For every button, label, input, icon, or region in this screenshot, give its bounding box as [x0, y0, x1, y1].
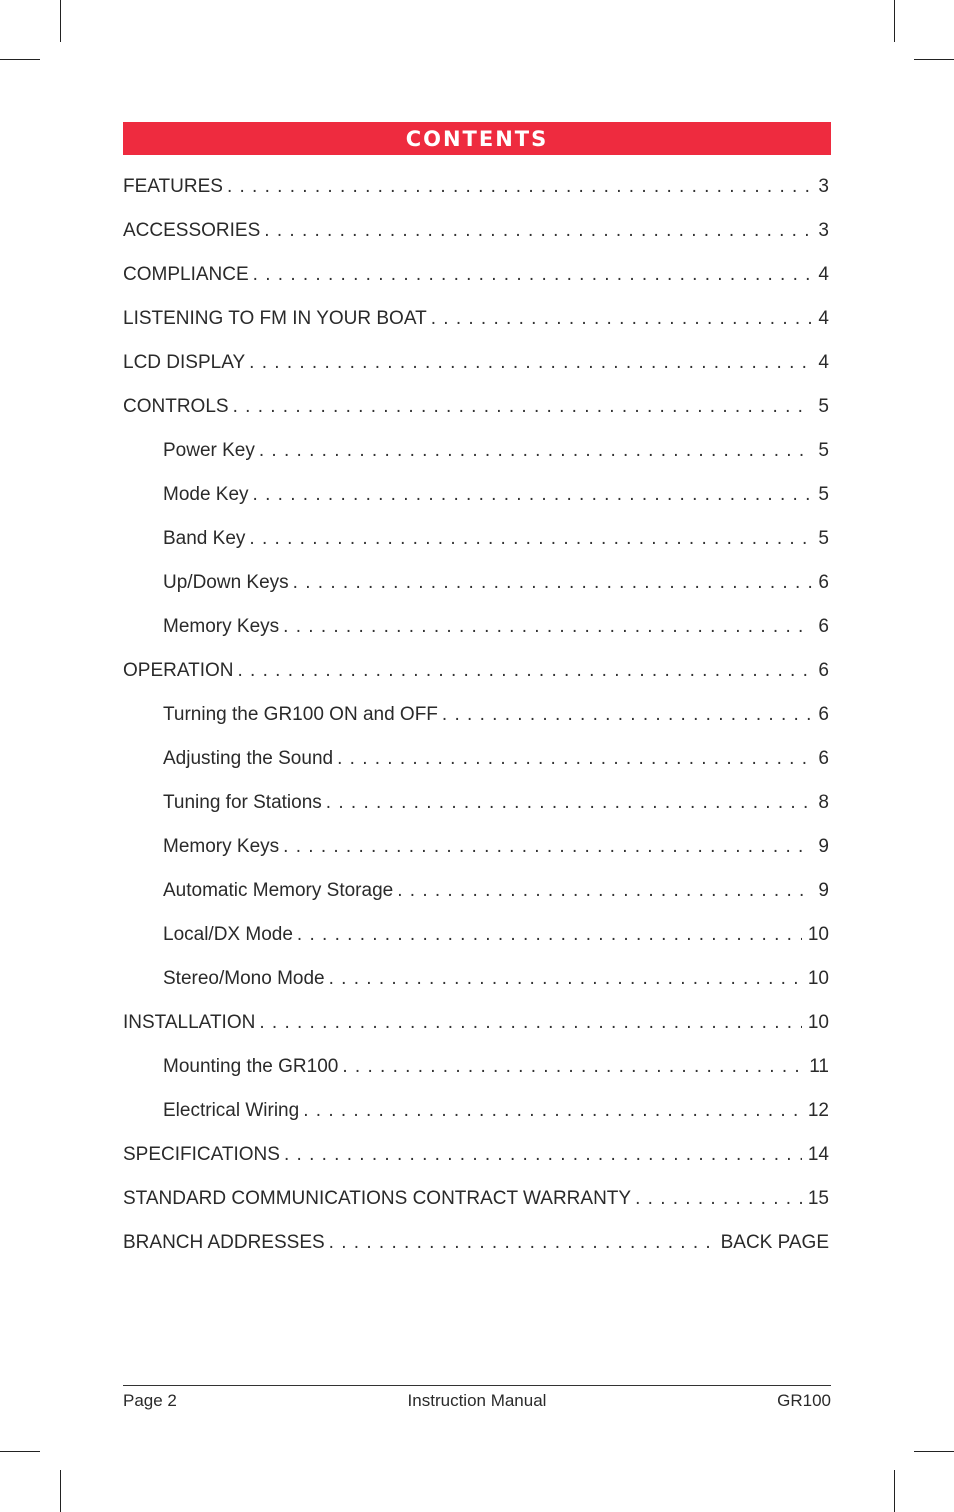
- crop-mark-top-right-horizontal: [914, 59, 954, 60]
- toc-dot-leader: [329, 1221, 715, 1265]
- toc-entry[interactable]: [123, 1045, 829, 1089]
- crop-mark-bottom-left-horizontal: [0, 1451, 40, 1452]
- toc-entry-page: BACK PAGE: [720, 1232, 829, 1253]
- toc-dot-leader: [442, 693, 813, 737]
- toc-entry-page: 3: [818, 220, 829, 241]
- toc-entry[interactable]: [123, 517, 829, 561]
- toc-dot-leader: [253, 253, 813, 297]
- toc-entry-label: BRANCH ADDRESSES: [123, 1232, 325, 1253]
- toc-entry[interactable]: [123, 649, 829, 693]
- toc-entry-page: 6: [818, 572, 829, 593]
- toc-entry-label: Up/Down Keys: [163, 572, 289, 593]
- toc-entry[interactable]: [123, 429, 829, 473]
- toc-dot-leader: [342, 1045, 803, 1089]
- toc-entry-label: OPERATION: [123, 660, 234, 681]
- toc-entry-label: CONTROLS: [123, 396, 229, 417]
- toc-entry-page: 6: [818, 748, 829, 769]
- toc-dot-leader: [326, 781, 813, 825]
- toc-entry-page: 10: [807, 968, 829, 989]
- toc-entry-page: 3: [818, 176, 829, 197]
- toc-dot-leader: [397, 869, 812, 913]
- toc-entry-label: Automatic Memory Storage: [163, 880, 394, 901]
- toc-dot-leader: [233, 385, 813, 429]
- crop-mark-bottom-right-horizontal: [914, 1451, 954, 1452]
- toc-entry-label: STANDARD COMMUNICATIONS CONTRACT WARRANTY: [123, 1188, 632, 1209]
- toc-entry-page: 12: [807, 1100, 829, 1121]
- toc-entry-page: 5: [818, 440, 829, 461]
- contents-header: [123, 122, 831, 155]
- toc-entry-page: 15: [807, 1188, 829, 1209]
- toc-entry[interactable]: [123, 385, 829, 429]
- toc-entry-label: Power Key: [163, 440, 255, 461]
- toc-entry-label: Band Key: [163, 528, 246, 549]
- toc-entry-page: 11: [809, 1056, 829, 1077]
- toc-entry[interactable]: [123, 825, 829, 869]
- toc-dot-leader: [259, 1001, 802, 1045]
- footer-page-number: Page 2: [123, 1391, 177, 1410]
- toc-dot-leader: [337, 737, 812, 781]
- toc-dot-leader: [227, 165, 812, 209]
- toc-entry[interactable]: [123, 869, 829, 913]
- toc-dot-leader: [259, 429, 813, 473]
- contents-title: CONTENTS: [405, 127, 549, 151]
- toc-entry-label: FEATURES: [123, 176, 223, 197]
- toc-entry-label: Mounting the GR100: [163, 1056, 339, 1077]
- toc-entry-page: 10: [807, 1012, 829, 1033]
- toc-entry-label: Turning the GR100 ON and OFF: [163, 704, 438, 725]
- crop-mark-bottom-right-vertical: [894, 1470, 895, 1512]
- toc-entry[interactable]: [123, 165, 829, 209]
- toc-entry[interactable]: [123, 605, 829, 649]
- crop-mark-top-right-vertical: [894, 0, 895, 42]
- toc-entry-page: 5: [818, 528, 829, 549]
- table-of-contents: [123, 165, 829, 1265]
- toc-dot-leader: [238, 649, 813, 693]
- toc-entry[interactable]: [123, 341, 829, 385]
- toc-entry-label: Stereo/Mono Mode: [163, 968, 325, 989]
- toc-dot-leader: [303, 1089, 802, 1133]
- toc-entry[interactable]: [123, 1133, 829, 1177]
- toc-entry-page: 6: [818, 704, 829, 725]
- toc-dot-leader: [293, 561, 813, 605]
- toc-entry-label: ACCESSORIES: [123, 220, 261, 241]
- toc-dot-leader: [635, 1177, 802, 1221]
- toc-entry[interactable]: [123, 253, 829, 297]
- toc-entry-page: 4: [818, 352, 829, 373]
- toc-dot-leader: [283, 605, 812, 649]
- toc-dot-leader: [283, 825, 812, 869]
- toc-dot-leader: [297, 913, 802, 957]
- toc-entry-label: Local/DX Mode: [163, 924, 293, 945]
- toc-entry[interactable]: [123, 1177, 829, 1221]
- toc-entry-page: 4: [818, 308, 829, 329]
- toc-entry-page: 4: [818, 264, 829, 285]
- toc-entry[interactable]: [123, 693, 829, 737]
- toc-entry-label: SPECIFICATIONS: [123, 1144, 280, 1165]
- toc-entry[interactable]: [123, 1001, 829, 1045]
- toc-dot-leader: [253, 473, 813, 517]
- toc-entry[interactable]: [123, 957, 829, 1001]
- toc-entry-label: INSTALLATION: [123, 1012, 256, 1033]
- toc-entry[interactable]: [123, 913, 829, 957]
- toc-entry-label: LCD DISPLAY: [123, 352, 246, 373]
- toc-dot-leader: [249, 517, 812, 561]
- toc-entry[interactable]: [123, 737, 829, 781]
- toc-dot-leader: [264, 209, 812, 253]
- toc-entry-label: Tuning for Stations: [163, 792, 322, 813]
- toc-entry[interactable]: [123, 1221, 829, 1265]
- toc-entry-label: LISTENING TO FM IN YOUR BOAT: [123, 308, 427, 329]
- toc-entry-label: Memory Keys: [163, 836, 280, 857]
- toc-entry-label: COMPLIANCE: [123, 264, 249, 285]
- page-footer: [123, 1389, 831, 1413]
- toc-entry-label: Memory Keys: [163, 616, 280, 637]
- toc-dot-leader: [329, 957, 802, 1001]
- toc-entry-page: 9: [818, 836, 829, 857]
- footer-document-title: Instruction Manual: [407, 1391, 547, 1410]
- toc-entry-label: Electrical Wiring: [163, 1100, 300, 1121]
- toc-dot-leader: [249, 341, 812, 385]
- footer-divider: [123, 1385, 831, 1386]
- toc-entry[interactable]: [123, 1089, 829, 1133]
- toc-entry[interactable]: [123, 473, 829, 517]
- toc-entry-page: 5: [818, 396, 829, 417]
- toc-entry-page: 8: [818, 792, 829, 813]
- toc-dot-leader: [284, 1133, 802, 1177]
- crop-mark-top-left-horizontal: [0, 59, 40, 60]
- toc-entry[interactable]: [123, 781, 829, 825]
- toc-entry-page: 5: [818, 484, 829, 505]
- toc-dot-leader: [431, 297, 813, 341]
- crop-mark-top-left-vertical: [60, 0, 61, 42]
- toc-entry-page: 6: [818, 616, 829, 637]
- toc-entry-label: Mode Key: [163, 484, 249, 505]
- toc-entry-page: 6: [818, 660, 829, 681]
- toc-entry[interactable]: [123, 297, 829, 341]
- toc-entry-page: 10: [807, 924, 829, 945]
- toc-entry[interactable]: [123, 561, 829, 605]
- footer-model: GR100: [777, 1391, 831, 1410]
- toc-entry-page: 14: [807, 1144, 829, 1165]
- toc-entry-label: Adjusting the Sound: [163, 748, 334, 769]
- crop-mark-bottom-left-vertical: [60, 1470, 61, 1512]
- toc-entry[interactable]: [123, 209, 829, 253]
- toc-entry-page: 9: [818, 880, 829, 901]
